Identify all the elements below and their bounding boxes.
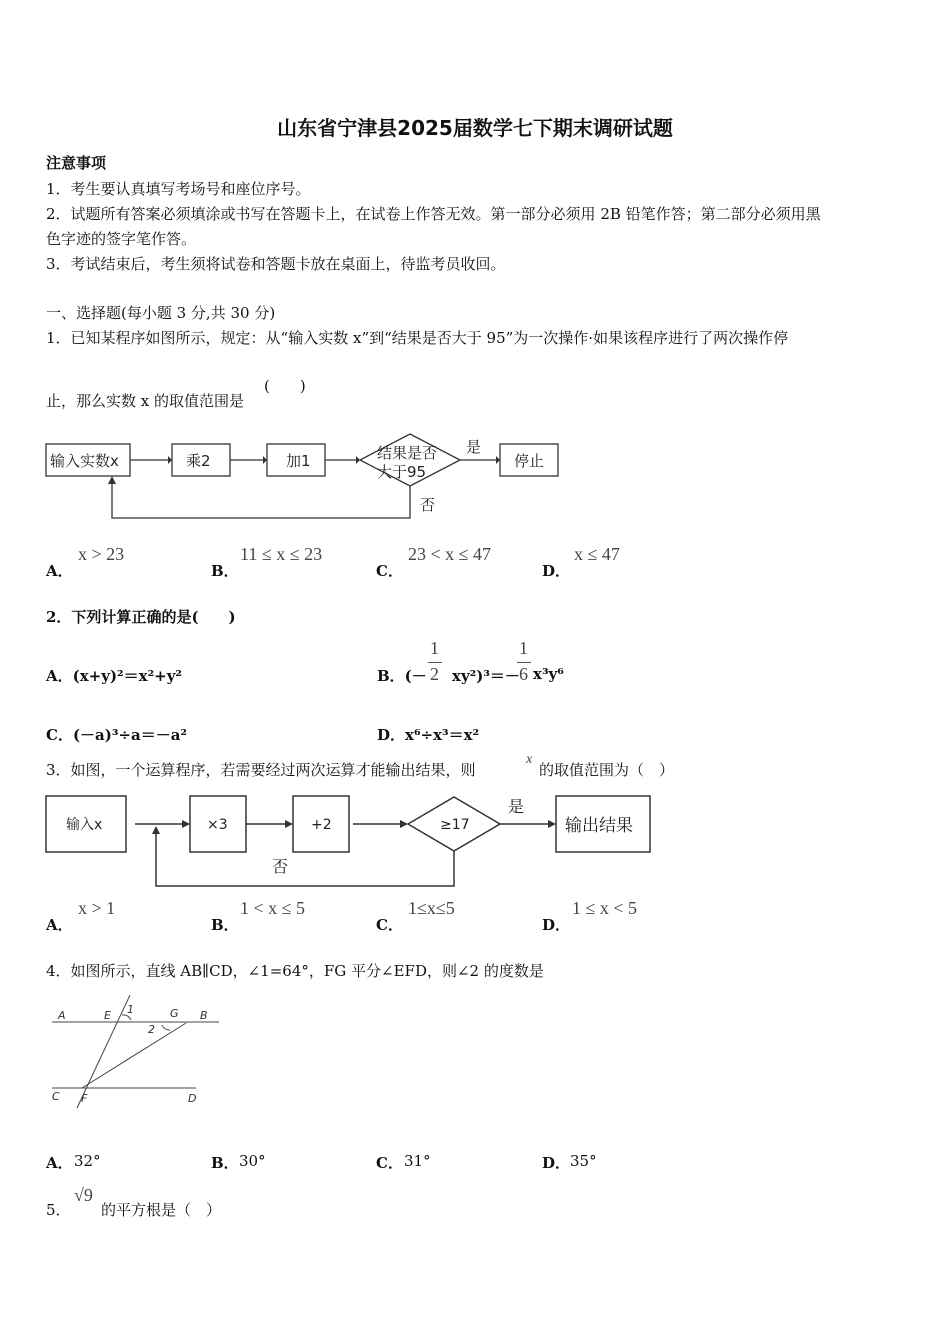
- q1-flow-no: 否: [420, 496, 436, 514]
- q3-option-a: x > 1: [78, 898, 116, 918]
- q1-flow-stop: 停止: [514, 452, 545, 470]
- q4-label-b: B: [200, 1009, 208, 1022]
- q2-b-frac1-den: 2: [430, 664, 439, 684]
- q2-b-mid: xy²)³＝－: [452, 667, 520, 685]
- q1-option-d: x ≤ 47: [574, 544, 620, 564]
- q1-stem-line2: 止，那么实数 x 的取值范围是: [46, 392, 244, 410]
- q5-stem: 的平方根是（ ）: [101, 1201, 222, 1219]
- q3-flow-cond: ≥17: [440, 817, 470, 833]
- note-1: 1．考生要认真填写考场号和座位序号。: [46, 180, 311, 198]
- q4-stem: 4．如图所示，直线 AB∥CD，∠1=64°，FG 平分∠EFD，则∠2 的度数是: [46, 962, 544, 980]
- page-title: 山东省宁津县2025届数学七下期末调研试题: [277, 116, 673, 140]
- q2-b-end: x³y⁶: [533, 665, 564, 683]
- q3-flow-add: +2: [311, 817, 332, 833]
- q3-flow-input: 输入x: [66, 817, 103, 833]
- q1-option-d-label: D．: [542, 562, 571, 580]
- q4-option-a: 32°: [74, 1152, 101, 1170]
- q2-stem: 2．下列计算正确的是( ): [46, 608, 236, 626]
- q4-option-d-label: D．: [542, 1154, 571, 1172]
- q1-option-c-label: C．: [376, 562, 403, 580]
- q4-option-d: 35°: [570, 1152, 597, 1170]
- q3-stem-a: 3．如图，一个运算程序，若需要经过两次运算才能输出结果，则: [46, 761, 476, 779]
- q2-option-b-label: B．(－: [377, 667, 427, 685]
- q1-flow-add: 加1: [286, 452, 311, 470]
- q3-option-b: 1 < x ≤ 5: [240, 898, 306, 918]
- q2-b-frac2-den: 6: [519, 664, 528, 684]
- q2-option-d: D．x⁶÷x³＝x²: [377, 726, 480, 744]
- q4-label-f: F: [81, 1092, 88, 1105]
- note-2b: 色字迹的签字笔作答。: [46, 230, 197, 248]
- q1-flow-cond-1: 结果是否: [377, 444, 438, 462]
- q4-label-angle1: 1: [127, 1003, 134, 1016]
- q3-option-a-label: A．: [46, 916, 73, 934]
- q3-flow-output: 输出结果: [565, 816, 633, 836]
- q4-label-a: A: [58, 1009, 66, 1022]
- q4-option-c-label: C．: [376, 1154, 403, 1172]
- q4-option-b-label: B．: [211, 1154, 239, 1172]
- note-2a: 2．试题所有答案必须填涂或书写在答题卡上，在试卷上作答无效。第一部分必须用 2B 铅笔作答；第二部分必须用黑: [46, 205, 821, 223]
- q2-b-frac1-bar: [428, 662, 442, 663]
- q1-flow-mul: 乘2: [186, 452, 211, 470]
- q3-option-d: 1 ≤ x < 5: [572, 898, 638, 918]
- q3-flowchart: [40, 790, 660, 890]
- q3-flow-no: 否: [272, 857, 289, 876]
- q2-b-frac2-bar: [517, 662, 531, 663]
- q4-figure: [44, 990, 234, 1110]
- q3-option-c-label: C．: [376, 916, 403, 934]
- q2-option-a: A．(x+y)²＝x²+y²: [46, 667, 182, 685]
- note-3: 3．考试结束后，考生须将试卷和答题卡放在桌面上，待监考员收回。: [46, 255, 506, 273]
- notes-heading: 注意事项: [46, 154, 107, 172]
- q3-option-b-label: B．: [211, 916, 239, 934]
- q4-option-b: 30°: [239, 1152, 266, 1170]
- q1-option-b: 11 ≤ x ≤ 23: [240, 544, 323, 564]
- q2-b-frac1-num: 1: [430, 638, 439, 658]
- q1-paren: ( ): [264, 377, 306, 395]
- q3-flow-mul: ×3: [207, 817, 228, 833]
- q1-option-b-label: B．: [211, 562, 239, 580]
- q1-flowchart: [40, 428, 580, 528]
- q3-stem-b: 的取值范围为（ ）: [539, 761, 675, 779]
- q4-label-angle2: 2: [148, 1023, 155, 1036]
- q4-label-g: G: [170, 1007, 179, 1020]
- q4-label-d: D: [188, 1092, 197, 1105]
- q1-flow-input: 输入实数x: [50, 452, 119, 470]
- q1-option-a-label: A．: [46, 562, 73, 580]
- q5-radical: √9: [74, 1185, 93, 1205]
- q5-number: 5．: [46, 1201, 71, 1219]
- q1-option-c: 23 < x ≤ 47: [408, 544, 492, 564]
- q4-label-e: E: [104, 1009, 111, 1022]
- q3-option-c: 1≤x≤5: [408, 898, 455, 918]
- q2-option-c: C．(－a)³÷a＝－a²: [46, 726, 187, 744]
- q4-option-c: 31°: [404, 1152, 431, 1170]
- q1-option-a: x > 23: [78, 544, 125, 564]
- q3-flow-yes: 是: [508, 797, 525, 816]
- q1-flow-cond-2: 大于95: [377, 463, 427, 481]
- section-heading: 一、选择题(每小题 3 分,共 30 分): [46, 304, 276, 322]
- q1-flow-yes: 是: [466, 438, 482, 456]
- q3-option-d-label: D．: [542, 916, 571, 934]
- q3-stem-x: x: [526, 752, 533, 767]
- q4-label-c: C: [52, 1090, 60, 1103]
- q2-b-frac2-num: 1: [519, 638, 528, 658]
- q1-stem-line1: 1．已知某程序如图所示，规定：从“输入实数 x”到“结果是否大于 95”为一次操作·如果该程序进行了两次操作停: [46, 329, 789, 347]
- q4-option-a-label: A．: [46, 1154, 73, 1172]
